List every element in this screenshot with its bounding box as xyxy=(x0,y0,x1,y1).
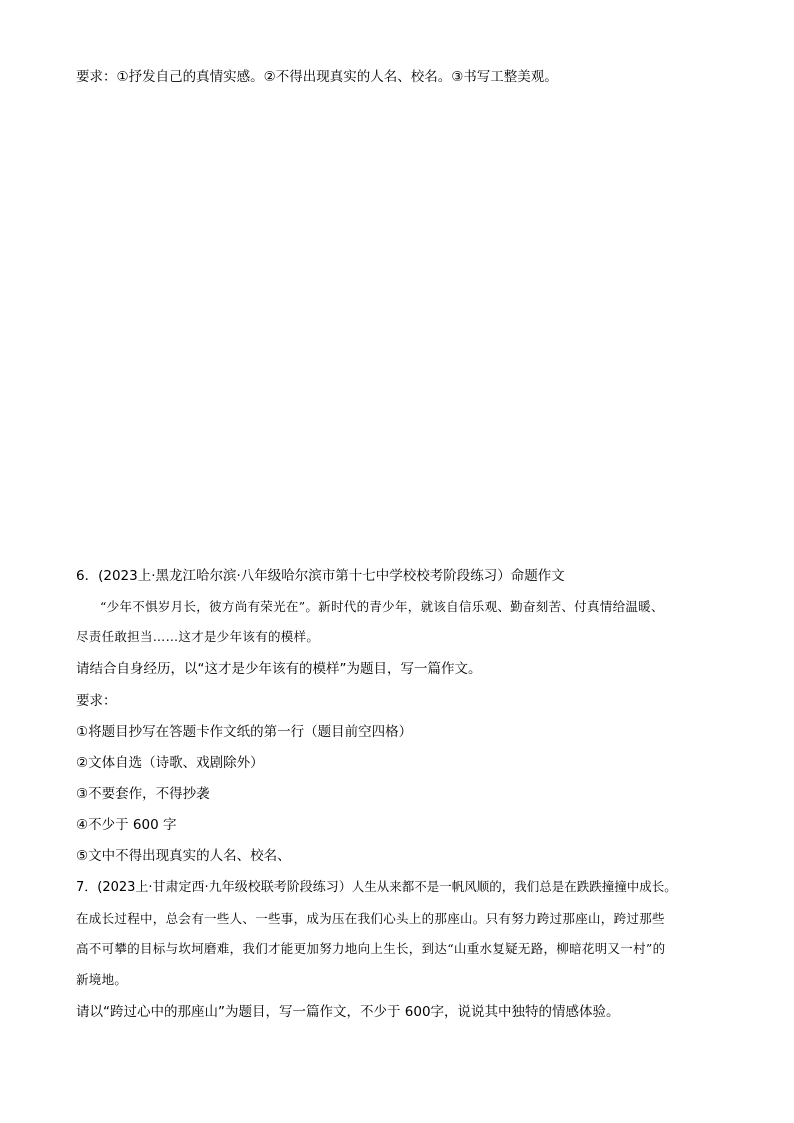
q6-prompt: 请结合自身经历，以“这才是少年该有的模样”为题目，写一篇作文。 xyxy=(76,661,482,677)
q7-line-1-text: 人生从来都不是一帆风顺的，我们总是在跌跌撞撞中成长。 xyxy=(351,879,677,894)
q6-requirement-3: ③不要套作，不得抄袭 xyxy=(76,786,210,802)
q6-quote-line-2: 尽责任敢担当……这才是少年该有的模样。 xyxy=(76,629,320,644)
q7-line-4: 新境地。 xyxy=(76,972,128,987)
q6-requirement-4: ④不少于 600 字 xyxy=(76,817,177,833)
q6-requirement-2: ②文体自选（诗歌、戏剧除外） xyxy=(76,755,264,771)
q7-line-2: 在成长过程中，总会有一些人、一些事，成为压在我们心头上的那座山。只有努力跨过那座山，跨过那些 xyxy=(76,911,665,926)
q6-header: 6．(2023上·黑龙江哈尔滨·八年级哈尔滨市第十七中学校校考阶段练习）命题作文 xyxy=(76,568,565,584)
q7-first-line xyxy=(76,878,677,897)
q6-requirements-title: 要求： xyxy=(76,693,117,709)
q6-requirement-1: ①将题目抄写在答题卡作文纸的第一行（题目前空四格） xyxy=(76,724,413,740)
top-requirement: 要求：①抒发自己的真情实感。②不得出现真实的人名、校名。③书写工整美观。 xyxy=(76,69,558,85)
q6-requirement-5: ⑤文中不得出现真实的人名、校名、 xyxy=(76,848,291,864)
q7-prompt: 请以“跨过心中的那座山”为题目，写一篇作文，不少于 600字，说说其中独特的情感体验。 xyxy=(76,1004,620,1020)
q7-line-3: 高不可攀的目标与坎坷磨难，我们才能更加努力地向上生长，到达“山重水复疑无路，柳暗花明又一村”的 xyxy=(76,941,666,956)
q7-header: 7．(2023上·甘肃定西·九年级校联考阶段练习） xyxy=(76,880,352,895)
q6-quote-line-1: “少年不惧岁月长，彼方尚有荣光在”。新时代的青少年，就该自信乐观、勤奋刻苦、付真情给温暖、 xyxy=(100,599,664,614)
